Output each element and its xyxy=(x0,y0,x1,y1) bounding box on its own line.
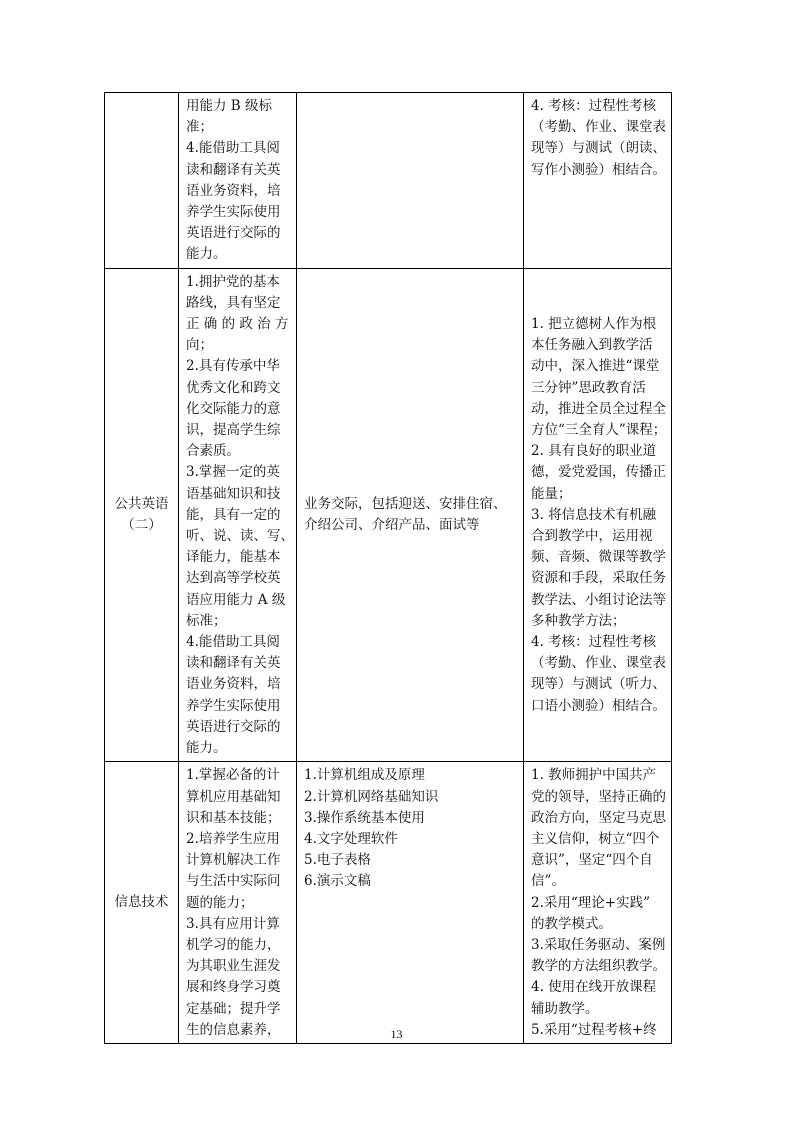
objectives-cell xyxy=(179,93,297,269)
text-line: （二） xyxy=(121,516,162,533)
text-line: 现等）与测试（朗读、 xyxy=(531,140,666,157)
text-line: 1. 教师拥护中国共产 xyxy=(531,767,657,784)
text-line: 2.培养学生应用 xyxy=(186,830,280,847)
course-name-cell xyxy=(105,268,179,762)
text-line: 读和翻译有关英 xyxy=(186,161,281,178)
text-line: 方位“三全育人”课程； xyxy=(531,422,667,439)
text-line: 主义信仰，树立“四个 xyxy=(531,830,660,847)
text-line: 正 确 的 政 治 方 xyxy=(186,316,289,333)
requirements-cell xyxy=(524,268,672,762)
text-line: 党的领导，坚持正确的 xyxy=(531,788,666,805)
text-line: 信息技术 xyxy=(114,894,169,911)
requirements-cell xyxy=(524,762,672,1044)
table-row-information-technology xyxy=(105,762,672,1044)
text-line: 本任务融入到教学活 xyxy=(531,337,653,354)
text-line: 2.采用“理论+实践” xyxy=(531,894,650,911)
text-line: 路线，具有坚定 xyxy=(186,294,281,311)
content-cell xyxy=(297,762,524,1044)
text-line: （考勤、作业、课堂表 xyxy=(531,119,666,136)
text-line: 写作小测验）相结合。 xyxy=(531,161,666,178)
text-line: 多种教学方法； xyxy=(531,612,626,629)
text-line: 1.拥护党的基本 xyxy=(186,273,280,290)
requirements-cell xyxy=(524,93,672,269)
text-line: 准； xyxy=(186,119,213,136)
course-name-cell xyxy=(105,93,179,269)
text-line: 4. 考核：过程性考核 xyxy=(531,98,657,114)
text-line: 为其职业生涯发 xyxy=(186,958,281,975)
text-line: 辅助教学。 xyxy=(531,1000,599,1017)
text-line: 英语进行交际的 xyxy=(186,718,281,735)
text-line: 用能力 B 级标 xyxy=(186,98,273,114)
text-line: 定基础；提升学 xyxy=(186,1000,281,1017)
text-line: 化交际能力的意 xyxy=(186,400,281,417)
course-name-cell xyxy=(105,762,179,1044)
text-line: 向； xyxy=(186,337,213,354)
text-line: 1.计算机组成及原理 xyxy=(304,767,425,784)
text-line: 1.掌握必备的计 xyxy=(186,767,280,784)
text-line: 介绍公司、介绍产品、面试等 xyxy=(304,517,480,534)
text-line: 信”。 xyxy=(531,873,565,890)
content-cell xyxy=(297,268,524,762)
text-line: 2.具有传承中华 xyxy=(186,358,280,375)
text-line: 6.演示文稿 xyxy=(304,873,371,890)
text-line: 教学的方法组织教学。 xyxy=(531,958,666,975)
text-line: 优秀文化和跨文 xyxy=(186,379,281,396)
text-line: 的教学模式。 xyxy=(531,915,612,932)
text-line: 教学法、小组讨论法等 xyxy=(531,591,666,608)
text-line: 3.操作系统基本使用 xyxy=(304,809,425,826)
text-line: 口语小测验）相结合。 xyxy=(531,697,666,714)
text-line: 机学习的能力， xyxy=(186,936,281,953)
text-line: 合到教学中，运用视 xyxy=(531,528,653,545)
content-cell xyxy=(297,93,524,269)
text-line: 2. 具有良好的职业道 xyxy=(531,443,657,460)
text-line: 4. 使用在线开放课程 xyxy=(531,979,657,996)
text-line: 英语进行交际的 xyxy=(186,225,281,242)
text-line: 3.掌握一定的英 xyxy=(186,464,280,481)
text-line: 展和终身学习奠 xyxy=(186,979,281,996)
text-line: 1. 把立德树人作为根 xyxy=(531,316,657,333)
text-line: 合素质。 xyxy=(186,443,240,460)
text-line: 读和翻译有关英 xyxy=(186,655,281,672)
text-line: 4.文字处理软件 xyxy=(304,830,398,847)
text-line: 达到高等学校英 xyxy=(186,570,281,587)
text-line: 识和基本技能； xyxy=(186,809,281,826)
text-line: 养学生实际使用 xyxy=(186,204,281,221)
text-line: 语业务资料，培 xyxy=(186,182,281,199)
text-line: 德，爱党爱国，传播正 xyxy=(531,464,666,481)
text-line: 政治方向，坚定马克思 xyxy=(531,809,666,826)
text-line: 4. 考核：过程性考核 xyxy=(531,634,657,651)
text-line: 能，具有一定的 xyxy=(186,506,281,523)
text-line: 能力。 xyxy=(186,246,227,263)
text-line: 译能力，能基本 xyxy=(186,549,281,566)
text-line: 语应用能力 A 级 xyxy=(186,591,286,608)
text-line: 2.计算机网络基础知识 xyxy=(304,788,439,805)
text-line: 公共英语 xyxy=(114,495,169,512)
text-line: 语业务资料，培 xyxy=(186,676,281,693)
text-line: 三分钟”思政教育活 xyxy=(531,379,646,396)
text-line: 3. 将信息技术有机融 xyxy=(531,506,657,523)
text-line: 标准； xyxy=(186,612,227,629)
text-line: 养学生实际使用 xyxy=(186,697,281,714)
text-line: 语基础知识和技 xyxy=(186,485,281,502)
objectives-cell xyxy=(179,762,297,1044)
text-line: 动中，深入推进“课堂 xyxy=(531,358,660,375)
text-line: 算机应用基础知 xyxy=(186,788,281,805)
page-number: 13 xyxy=(390,1027,403,1041)
text-line: 能量； xyxy=(531,485,572,502)
text-line: 4.能借助工具阅 xyxy=(186,140,280,157)
text-line: 5.电子表格 xyxy=(304,852,371,869)
text-line: 3.具有应用计算 xyxy=(186,915,280,932)
text-line: 听、说、读、写、 xyxy=(186,528,294,545)
text-line: 5.采用“过程考核+终 xyxy=(531,1021,657,1038)
text-line: 题的能力； xyxy=(186,894,254,911)
text-line: 动，推进全员全过程全 xyxy=(531,400,666,417)
text-line: 能力。 xyxy=(186,740,227,757)
text-line: 资源和手段，采取任务 xyxy=(531,570,666,587)
text-line: 频、音频、微课等教学 xyxy=(531,549,666,566)
table-row-public-english-2 xyxy=(105,268,672,762)
text-line: 业务交际，包括迎送、安排住宿、 xyxy=(304,496,507,513)
objectives-cell xyxy=(179,268,297,762)
text-line: 3.采取任务驱动、案例 xyxy=(531,936,666,953)
text-line: 与生活中实际问 xyxy=(186,873,281,890)
text-line: 计算机解决工作 xyxy=(186,852,281,869)
text-line: （考勤、作业、课堂表 xyxy=(531,655,666,672)
curriculum-table xyxy=(104,92,672,1044)
text-line: 4.能借助工具阅 xyxy=(186,634,280,651)
table-row-english-1-continued xyxy=(105,93,672,269)
text-line: 意识”，坚定“四个自 xyxy=(531,852,653,869)
text-line: 生的信息素养， xyxy=(186,1021,281,1038)
text-line: 现等）与测试（听力、 xyxy=(531,676,666,693)
text-line: 识，提高学生综 xyxy=(186,422,281,439)
